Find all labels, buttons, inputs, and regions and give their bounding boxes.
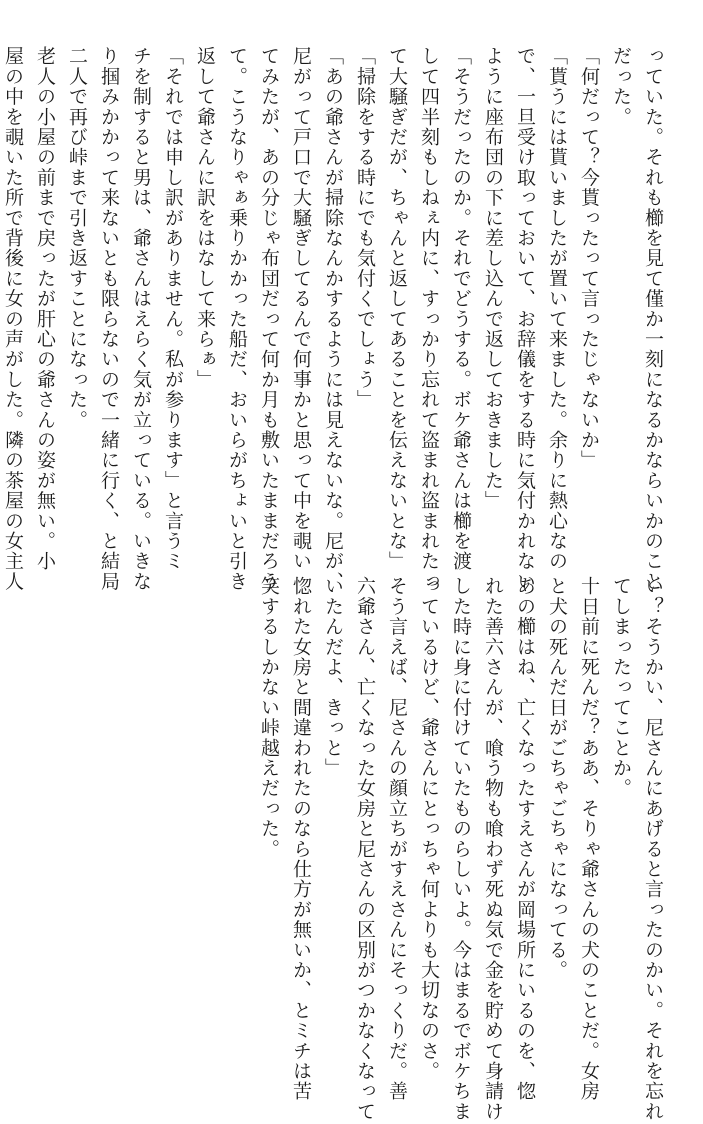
- text-column: して四半刻もしねぇ内に、すっかり忘れて盗まれ盗まれたっ: [418, 46, 440, 592]
- text-column: だった。: [610, 46, 632, 127]
- text-column: 「掃除をする時にでも気付くでしょう」: [354, 46, 376, 410]
- text-column: した時に身に付けていたものらしいよ。今はまるでボケちま: [450, 576, 472, 1122]
- text-column: 惚れた女房と間違われたのなら仕方が無いか、とミチは苦: [290, 576, 312, 1102]
- text-column: っているけど、爺さんにとっちゃ何よりも大切なのさ。: [418, 576, 440, 1081]
- text-column: 返して爺さんに訳をはなして来らぁ」: [194, 46, 216, 390]
- text-column: そう言えば、尼さんの顔立ちがすえさんにそっくりだ。善: [386, 576, 408, 1102]
- text-column: あの櫛はね、亡くなったすえさんが岡場所にいるのを、惚: [514, 576, 536, 1102]
- text-column: 二人で再び峠まで引き返すことになった。: [66, 46, 88, 430]
- text-column: いたんだよ、きっと」: [322, 576, 344, 778]
- text-column: 十日前に死んだ？ああ、そりゃ爺さんの犬のことだ。女房: [578, 576, 600, 1102]
- text-column: 「あの爺さんが掃除なんかするようには見えないな。尼が、: [322, 46, 344, 592]
- text-column: 老人の小屋の前まで戻ったが肝心の爺さんの姿が無い。小: [34, 46, 56, 572]
- lower-text-block: [253, 576, 669, 1122]
- text-column: 尼がって戸口で大騒ぎしてるんで何事かと思って中を覗い: [290, 46, 312, 572]
- text-column: り掴みかかって来ないとも限らないので一緒に行く、と結局: [98, 46, 120, 592]
- text-column: 「そうだったのか。それでどうする。ボケ爺さんは櫛を渡: [450, 46, 472, 572]
- text-column: い？そうかい、尼さんにあげると言ったのかい。それを忘れ: [642, 576, 664, 1122]
- text-column: 笑するしかない峠越えだった。: [258, 576, 280, 859]
- text-column: れた善六さんが、喰う物も喰わず死ぬ気で金を貯めて身請け: [482, 576, 504, 1122]
- text-column: っていた。それも櫛を見て僅か一刻になるかならいかのこと: [642, 46, 664, 592]
- text-column: て大騒ぎだが、ちゃんと返してあることを伝えないとな」: [386, 46, 408, 572]
- text-column: で、一旦受け取っておいて、お辞儀をする時に気付かれない: [514, 46, 536, 592]
- text-column: て。こうなりゃぁ乗りかかった船だ、おいらがちょいと引き: [226, 46, 248, 592]
- text-column: 屋の中を覗いた所で背後に女の声がした。隣の茶屋の女主人: [2, 46, 24, 592]
- text-column: 「貰うには貰いましたが置いて来ました。余りに熱心なの: [546, 46, 568, 572]
- text-column: 六爺さん、亡くなった女房と尼さんの区別がつかなくなって: [354, 576, 376, 1122]
- text-column: チを制すると男は、爺さんはえらく気が立っている。いきな: [130, 46, 152, 592]
- text-column: てみたが、あの分じゃ布団だって何か月も敷いたままだろう: [258, 46, 280, 592]
- text-column: 「それでは申し訳がありません。私が参ります」と言うミ: [162, 46, 184, 572]
- text-column: ように座布団の下に差し込んで返しておきました」: [482, 46, 504, 511]
- text-column: と犬の死んだ日がごちゃごちゃになってる。: [546, 576, 568, 980]
- upper-text-block: [0, 46, 669, 592]
- text-column: 「何だって？今貰ったって言ったじゃないか」: [578, 46, 600, 471]
- text-column: てしまったってことか。: [610, 576, 632, 799]
